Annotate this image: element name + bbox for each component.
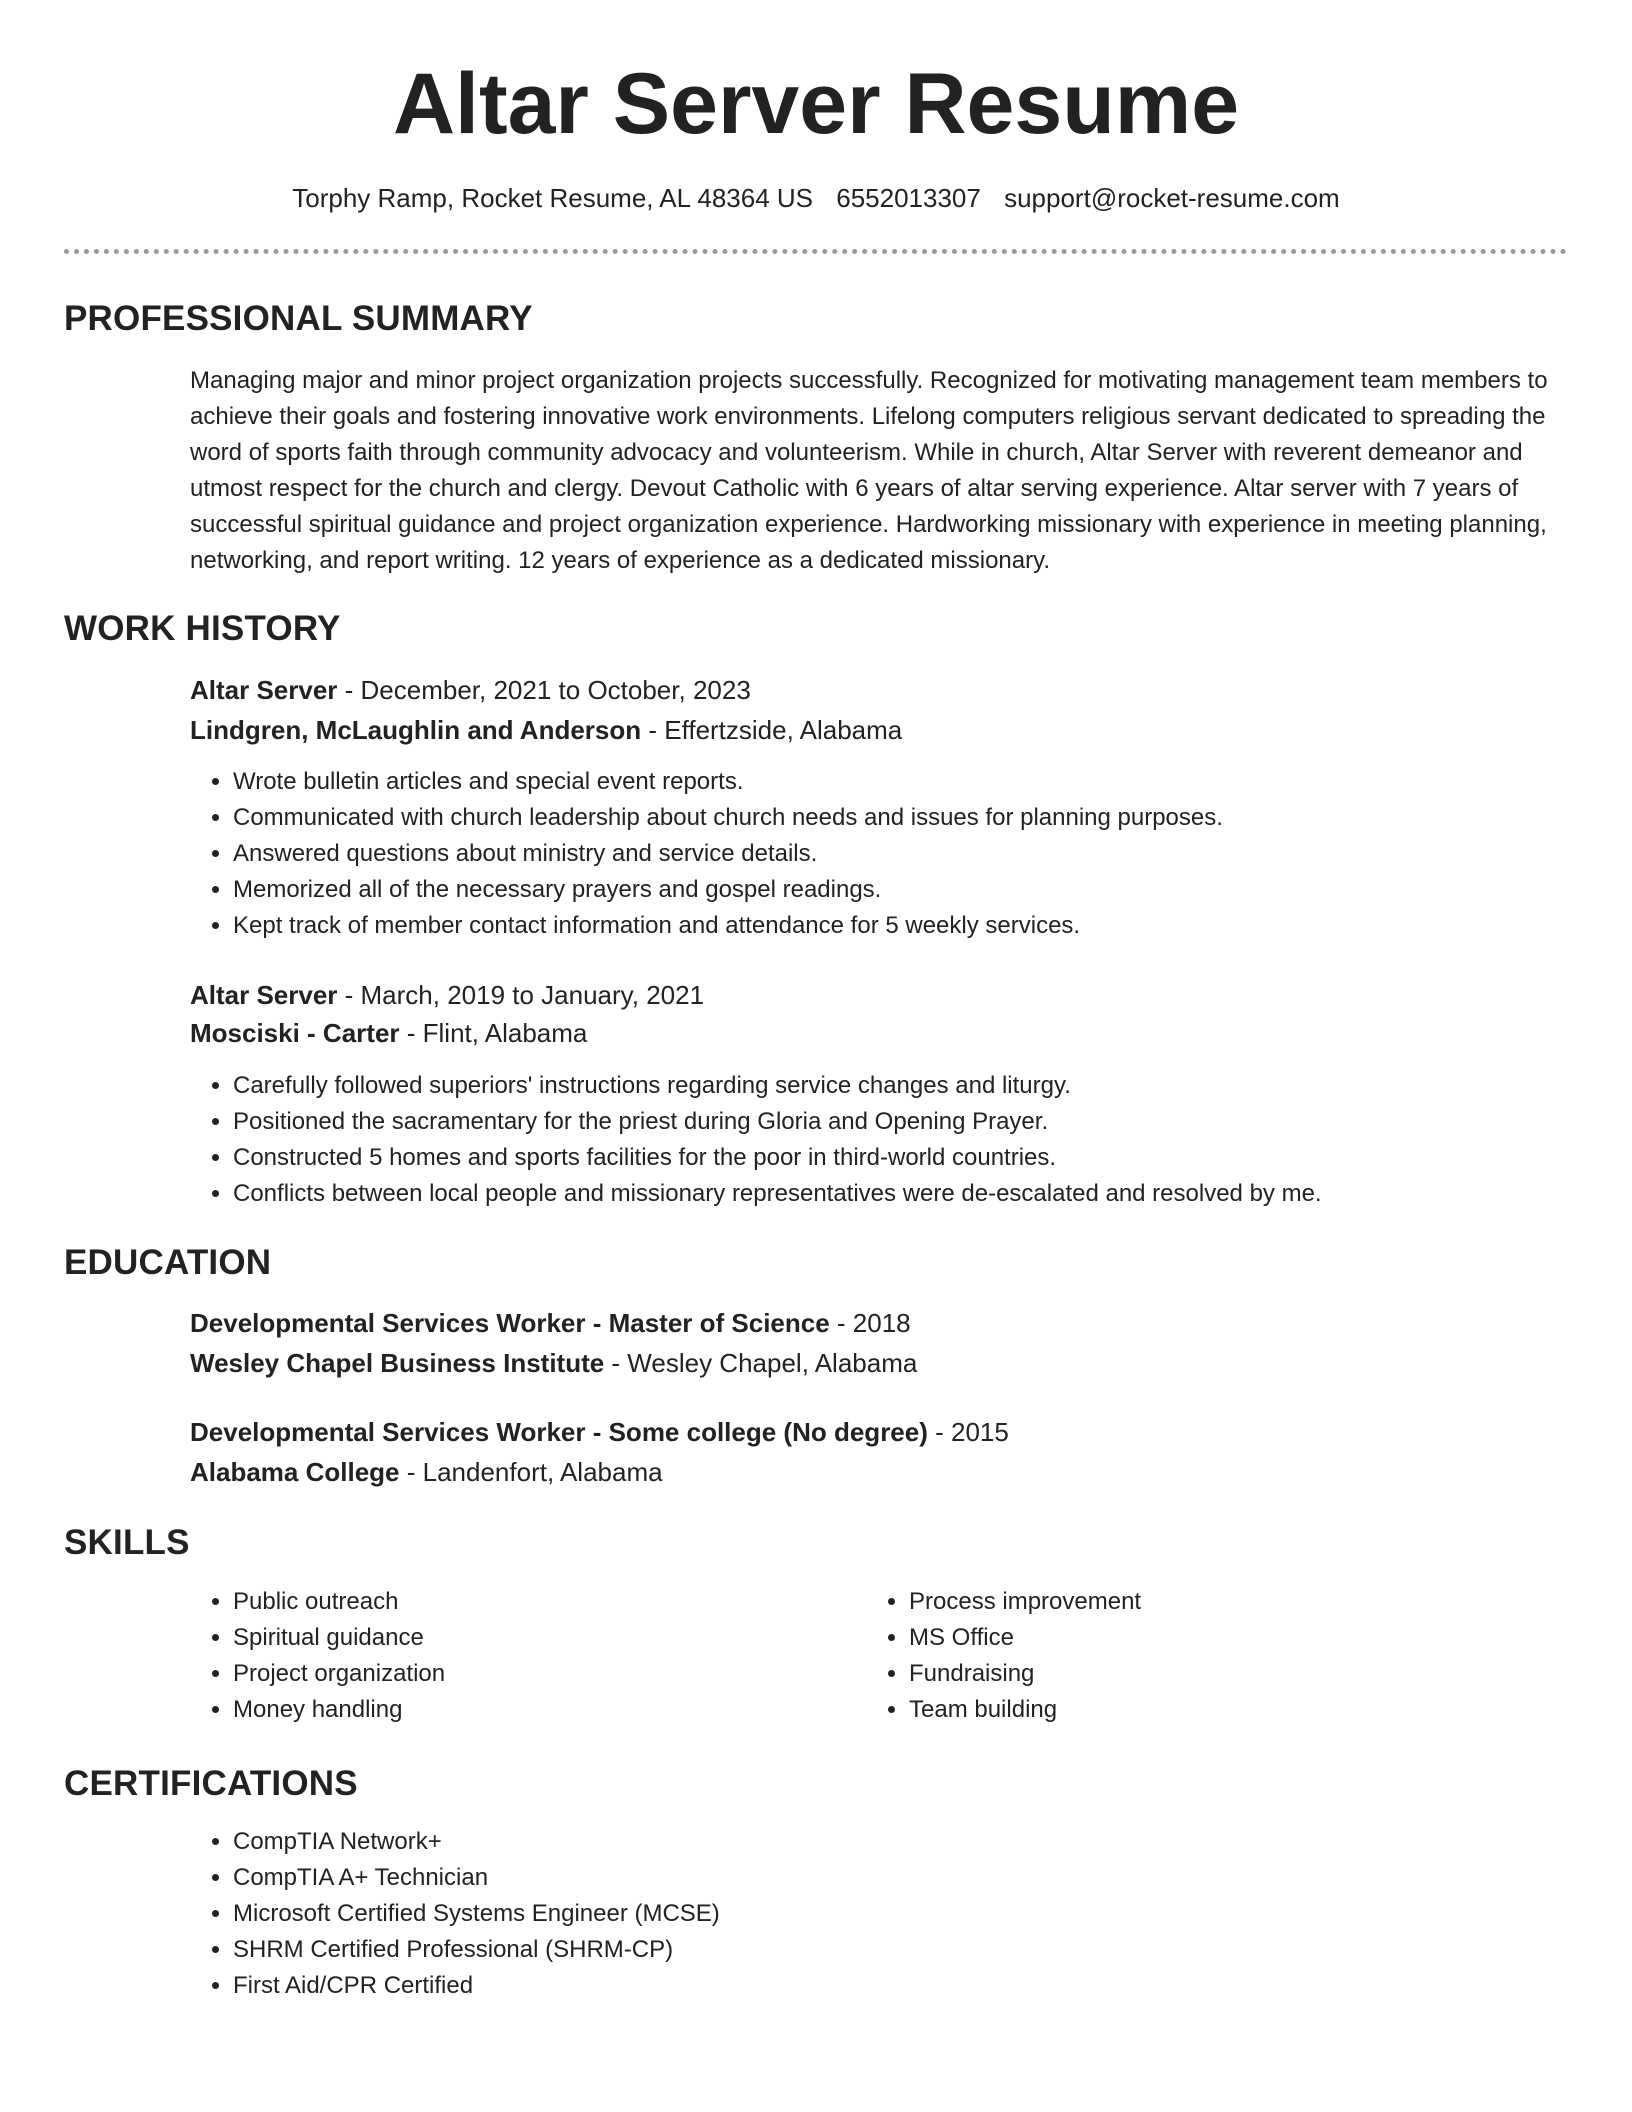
list-item: • Kept track of member contact information and attendance for 5 weekly services. [233,908,1223,944]
skills-list-right [866,1584,1141,1728]
education-heading: EDUCATION [64,1243,272,1282]
job-company: Mosciski - Carter [190,1018,400,1048]
list-item: • Fundraising [909,1656,1141,1692]
school: Alabama College [190,1457,400,1487]
job-company-line [190,712,902,748]
list-item: • Memorized all of the necessary prayers and gospel readings. [233,872,1223,908]
list-item: • Answered questions about ministry and service details. [233,836,1223,872]
skills-heading: SKILLS [64,1523,190,1562]
degree-year: - 2015 [927,1417,1009,1447]
job-company-line [190,1015,587,1051]
job-bullets [190,1068,1322,1212]
list-item: • Communicated with church leadership about church needs and issues for planning purposes. [233,800,1223,836]
degree: Developmental Services Worker - Master of Science [190,1308,830,1338]
degree-line [190,1414,1009,1450]
list-item: • CompTIA Network+ [233,1824,720,1860]
school-line [190,1345,917,1381]
list-item: • SHRM Certified Professional (SHRM-CP) [233,1932,720,1968]
job-bullets [190,764,1223,944]
job-title: Altar Server [190,675,338,705]
list-item: • MS Office [909,1620,1141,1656]
job-title-line [190,672,751,708]
job-dates: - March, 2019 to January, 2021 [337,980,705,1010]
school-line [190,1454,663,1490]
list-item: • Spiritual guidance [233,1620,445,1656]
school-location: - Landenfort, Alabama [399,1457,663,1487]
list-item: • CompTIA A+ Technician [233,1860,720,1896]
list-item: • Carefully followed superiors' instructions regarding service changes and liturgy. [233,1068,1322,1104]
list-item: • Positioned the sacramentary for the priest during Gloria and Opening Prayer. [233,1104,1322,1140]
list-item: • Project organization [233,1656,445,1692]
job-dates: - December, 2021 to October, 2023 [337,675,751,705]
summary-text: Managing major and minor project organization projects successfully. Recognized for motivating management team members to achieve their goals and fostering innovative work environments. Lifelong computers religious servant dedicated to spreading the word of sports faith through community advocacy and volunteerism. While in church, Altar Server with reverent demeanor and utmost respect for the church and clergy. Devout Catholic with 6 years of altar serving experience. Altar server with 7 years of successful spiritual guidance and project organization experience. Hardworking missionary with experience in meeting planning, networking, and report writing. 12 years of experience as a dedicated missionary. [190,367,1548,574]
job-company: Lindgren, McLaughlin and Anderson [190,715,642,745]
school: Wesley Chapel Business Institute [190,1348,605,1378]
degree-line [190,1305,911,1341]
degree-year: - 2018 [829,1308,911,1338]
contact-line [0,180,1632,216]
job-location: - Effertzside, Alabama [641,715,903,745]
contact-phone: 6552013307 [836,183,981,213]
job-title: Altar Server [190,980,338,1010]
list-item: • Microsoft Certified Systems Engineer (MCSE) [233,1896,720,1932]
list-item: • First Aid/CPR Certified [233,1968,720,2004]
list-item: • Constructed 5 homes and sports facilities for the poor in third-world countries. [233,1140,1322,1176]
list-item: • Wrote bulletin articles and special event reports. [233,764,1223,800]
job-location: - Flint, Alabama [399,1018,588,1048]
certifications-list [190,1824,720,2004]
list-item: • Conflicts between local people and missionary representatives were de-escalated and resolved by me. [233,1176,1322,1212]
school-location: - Wesley Chapel, Alabama [604,1348,918,1378]
list-item: • Public outreach [233,1584,445,1620]
certifications-heading: CERTIFICATIONS [64,1764,358,1803]
list-item: • Money handling [233,1692,445,1728]
job-title-line [190,977,704,1013]
header-divider [64,249,1567,254]
degree: Developmental Services Worker - Some college (No degree) [190,1417,928,1447]
contact-email: support@rocket-resume.com [1004,183,1340,213]
summary-heading: PROFESSIONAL SUMMARY [64,299,533,338]
list-item: • Team building [909,1692,1141,1728]
contact-address: Torphy Ramp, Rocket Resume, AL 48364 US [292,183,814,213]
list-item: • Process improvement [909,1584,1141,1620]
resume-title: Altar Server Resume [392,56,1240,152]
work-history-heading: WORK HISTORY [64,609,341,648]
skills-list-left [190,1584,445,1728]
